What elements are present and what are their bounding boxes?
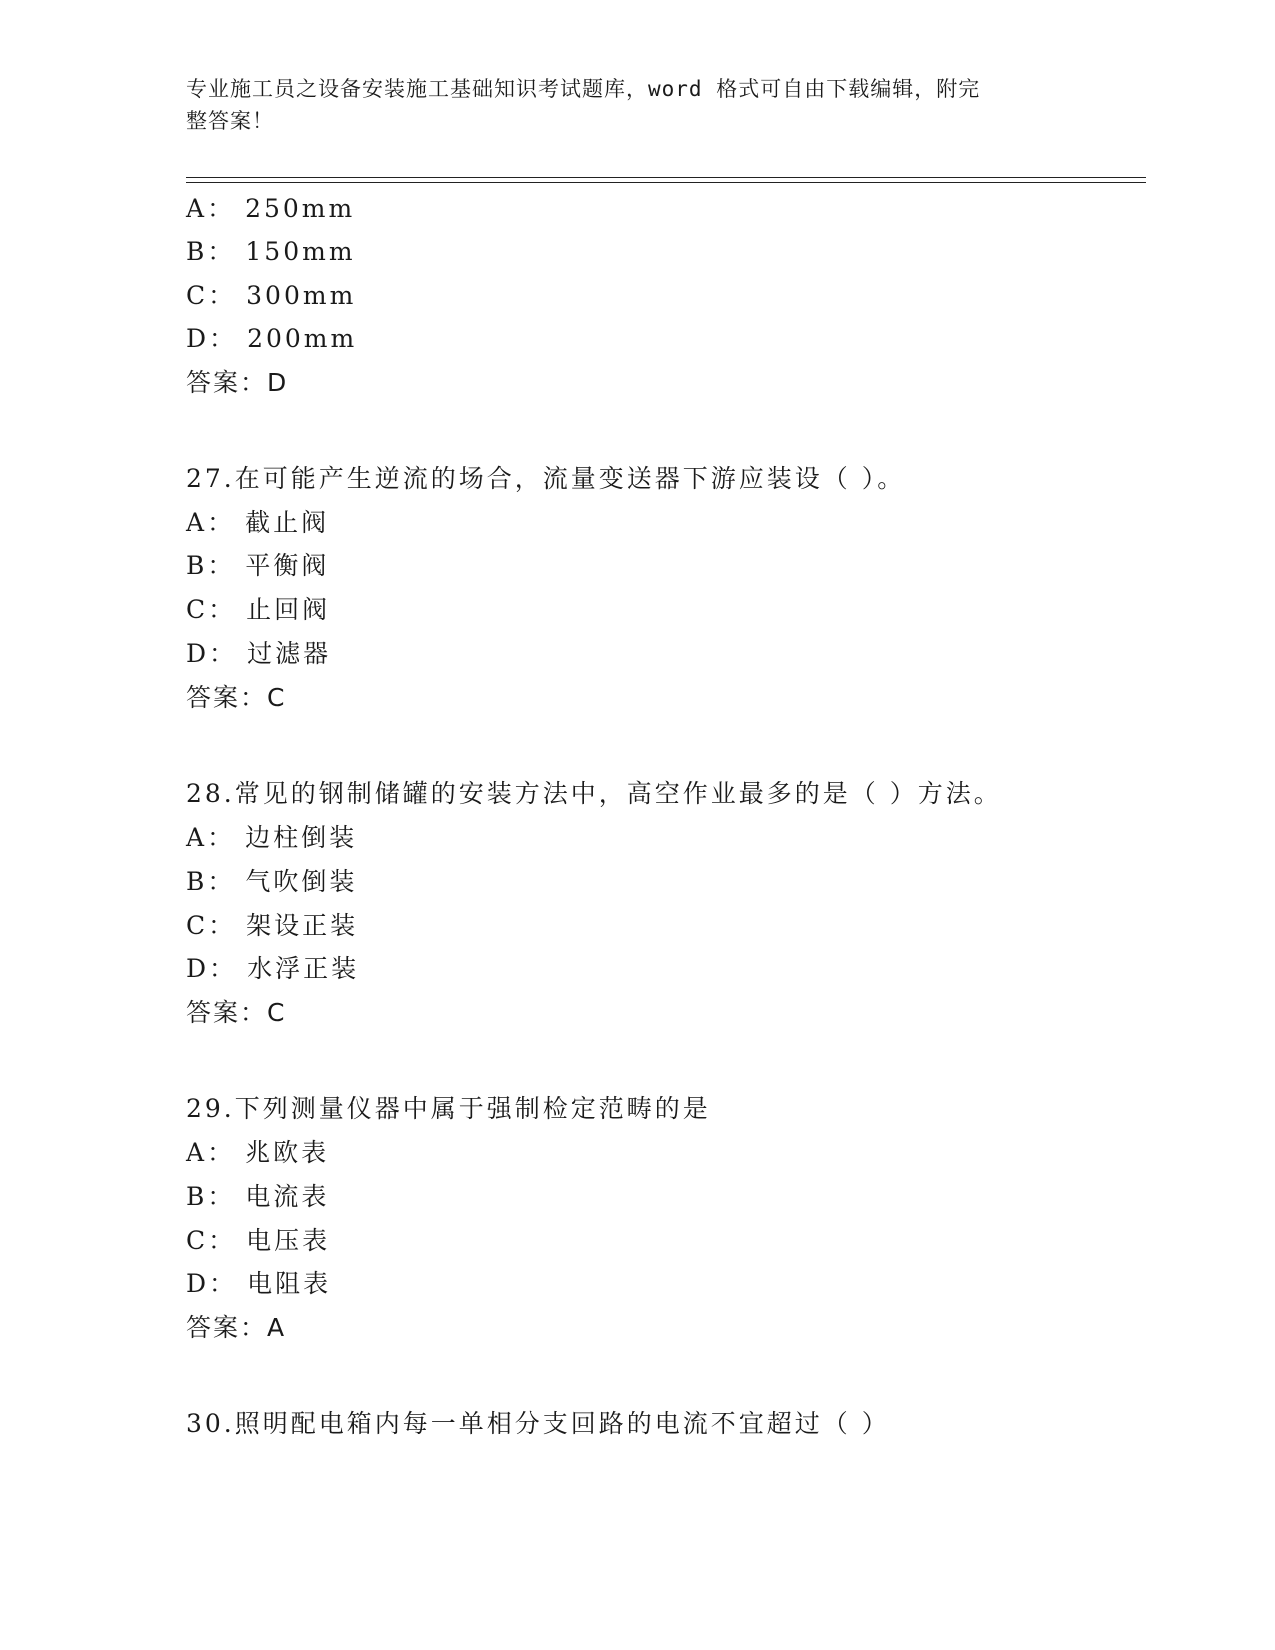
q28-option-b: B： 气吹倒装 xyxy=(186,867,358,896)
q28-option-c: C： 架设正装 xyxy=(186,911,359,940)
q27-question: 27.在可能产生逆流的场合，流量变送器下游应装设（ ）。 xyxy=(186,464,906,493)
header-line-1: 专业施工员之设备安装施工基础知识考试题库，word 格式可自由下载编辑，附完 xyxy=(186,77,981,101)
q29-answer: 答案：A xyxy=(186,1313,287,1342)
q26-option-c: C： 300mm xyxy=(186,281,357,310)
header-divider-bottom xyxy=(186,182,1146,183)
header-line-2: 整答案！ xyxy=(186,109,274,133)
q29-option-a: A： 兆欧表 xyxy=(186,1138,330,1167)
q29-option-d: D： 电阻表 xyxy=(186,1269,332,1298)
q26-option-b: B： 150mm xyxy=(186,237,356,266)
q28-question: 28.常见的钢制储罐的安装方法中，高空作业最多的是（ ）方法。 xyxy=(186,779,1002,808)
q26-option-a: A： 250mm xyxy=(186,194,356,223)
q27-answer: 答案：C xyxy=(186,683,287,712)
q28-option-d: D： 水浮正装 xyxy=(186,954,360,983)
q28-answer: 答案：C xyxy=(186,998,287,1027)
q27-option-c: C： 止回阀 xyxy=(186,595,331,624)
q26-option-d: D： 200mm xyxy=(186,324,358,353)
q29-option-b: B： 电流表 xyxy=(186,1182,330,1211)
q27-option-d: D： 过滤器 xyxy=(186,639,332,668)
q27-option-b: B： 平衡阀 xyxy=(186,551,330,580)
q27-option-a: A： 截止阀 xyxy=(186,508,330,537)
document-header xyxy=(186,73,1066,137)
q28-option-a: A： 边柱倒装 xyxy=(186,823,358,852)
q29-question: 29.下列测量仪器中属于强制检定范畴的是 xyxy=(186,1094,711,1123)
header-divider-top xyxy=(186,177,1146,178)
q29-option-c: C： 电压表 xyxy=(186,1226,331,1255)
q30-question: 30.照明配电箱内每一单相分支回路的电流不宜超过（ ） xyxy=(186,1409,890,1438)
q26-answer: 答案：D xyxy=(186,368,289,397)
